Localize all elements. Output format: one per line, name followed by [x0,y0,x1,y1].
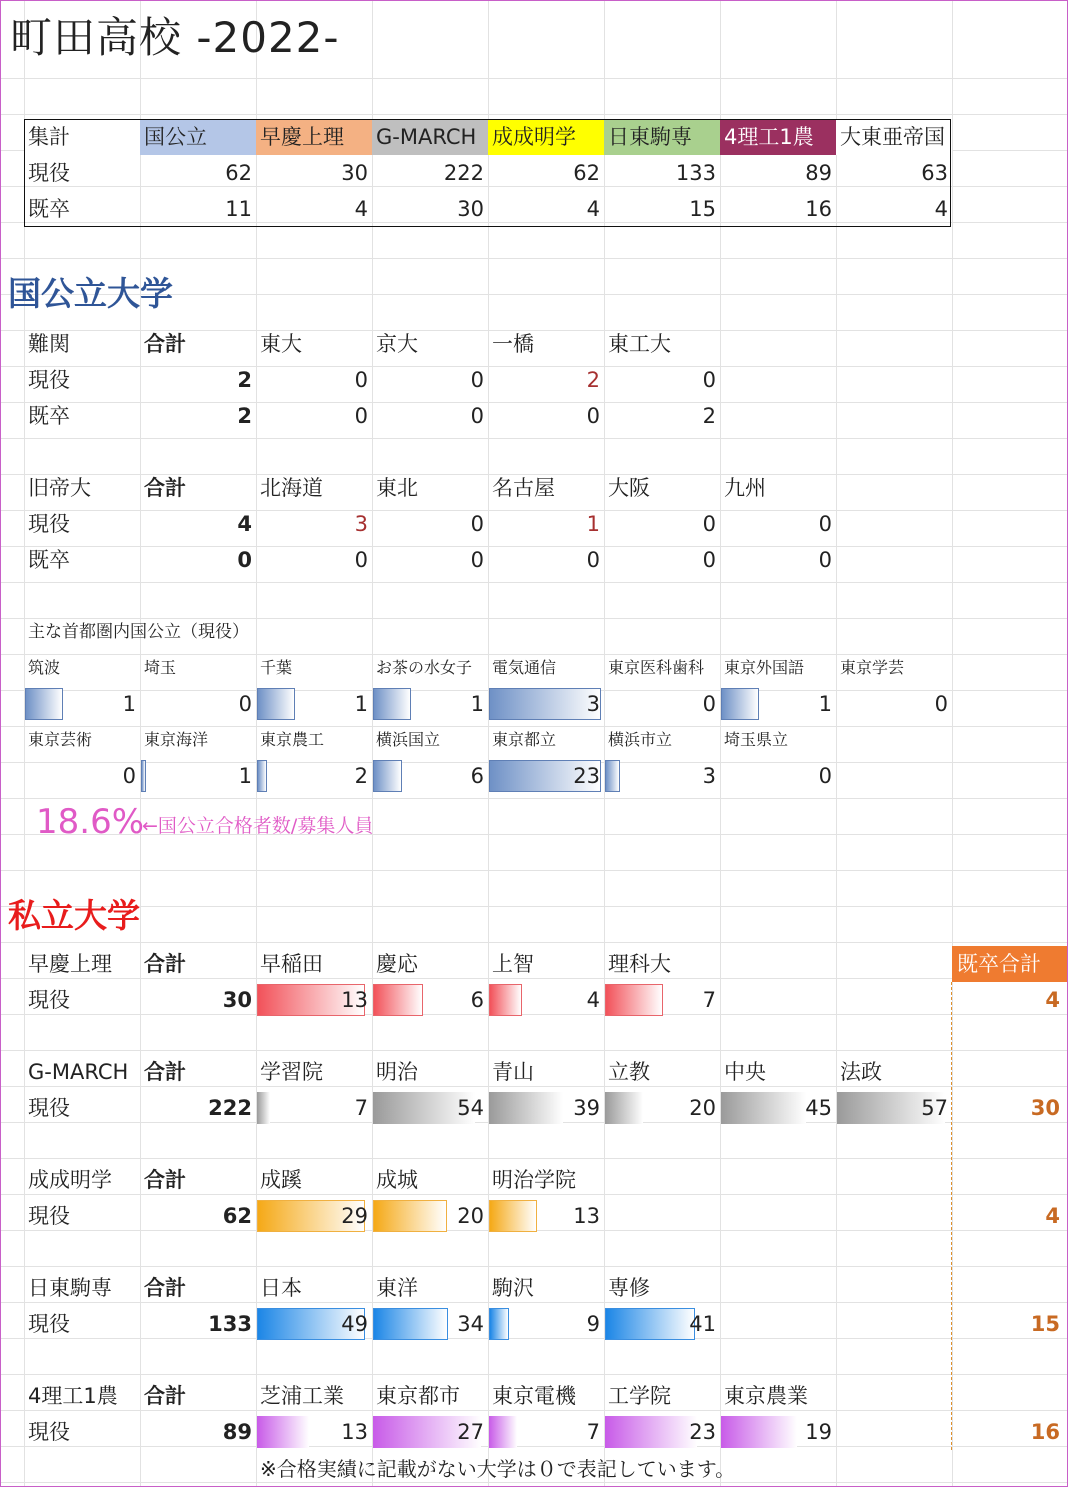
metro-value: 0 [702,692,716,716]
row-label: 現役 [28,512,70,536]
summary-header-cell: 4理工1農 [720,119,836,155]
school-name: 京大 [376,332,418,356]
school-value: 9 [586,1312,600,1336]
school-value: 0 [470,368,484,392]
school-name: 法政 [840,1060,882,1084]
total-value: 0 [237,548,252,572]
metro-value: 3 [702,764,716,788]
metro-value: 0 [122,764,136,788]
school-name: 成蹊 [260,1168,302,1192]
total-label: 合計 [144,1384,186,1408]
page-title: 町田高校 -2022- [10,13,340,62]
kisotsu-value: 4 [1045,1204,1060,1228]
national-heading: 国公立大学 [8,274,173,313]
metro-value: 1 [470,692,484,716]
row-label: 現役 [28,988,70,1012]
school-value: 23 [689,1420,716,1444]
school-name: 日本 [260,1276,302,1300]
group-name: 日東駒専 [28,1276,112,1300]
metro-school-name: 千葉 [260,658,293,677]
school-name: 東京都市 [376,1384,460,1408]
kisotsu-value: 16 [1030,1420,1060,1444]
metro-value: 2 [354,764,368,788]
total-value: 4 [237,512,252,536]
total-value: 89 [222,1420,252,1444]
summary-value: 222 [443,161,484,185]
total-label: 合計 [144,1060,186,1084]
school-name: 一橋 [492,332,534,356]
school-value: 0 [586,548,600,572]
school-value: 0 [818,512,832,536]
school-value: 49 [341,1312,368,1336]
school-name: 北海道 [260,476,323,500]
school-name: 東工大 [608,332,671,356]
summary-header-cell: 国公立 [140,119,256,155]
school-name: 理科大 [608,952,671,976]
private-heading: 私立大学 [8,896,140,935]
school-name: 東大 [260,332,302,356]
grid-hline [0,906,1068,907]
school-name: 名古屋 [492,476,555,500]
school-name: 中央 [724,1060,766,1084]
summary-value: 30 [341,161,368,185]
school-value: 0 [470,512,484,536]
summary-value: 4 [586,197,600,221]
school-name: 慶応 [376,952,418,976]
summary-value: 16 [805,197,832,221]
national-ratio-note: ←国公立合格者数/募集人員 [142,815,374,837]
summary-header-cell: 成成明学 [488,119,604,155]
metro-school-name: 東京学芸 [840,658,905,677]
summary-value: 11 [225,197,252,221]
metro-school-name: 東京都立 [492,730,557,749]
summary-value: 62 [225,161,252,185]
row-label: 既卒 [28,404,70,428]
summary-header-cell: 集計 [24,119,140,155]
row-label: 現役 [28,368,70,392]
school-value: 4 [586,988,600,1012]
school-name: 成城 [376,1168,418,1192]
school-value: 0 [470,548,484,572]
total-label: 合計 [144,1276,186,1300]
school-name: 九州 [724,476,766,500]
summary-header-cell: G-MARCH [372,119,488,155]
total-value: 2 [237,404,252,428]
row-label: 現役 [28,1312,70,1336]
school-name: 早稲田 [260,952,323,976]
school-value: 13 [341,988,368,1012]
summary-value: 63 [921,161,948,185]
summary-value: 30 [457,197,484,221]
group-name: 4理工1農 [28,1384,118,1408]
school-value: 27 [457,1420,484,1444]
row-label: 現役 [28,1096,70,1120]
school-value: 45 [805,1096,832,1120]
grid-hline [0,114,1068,115]
grid-hline [0,798,1068,799]
school-name: 青山 [492,1060,534,1084]
school-value: 0 [470,404,484,428]
summary-header-cell: 早慶上理 [256,119,372,155]
school-name: 東北 [376,476,418,500]
grid-vline [952,0,953,1487]
school-value: 0 [702,548,716,572]
grid-hline [0,582,1068,583]
school-name: 東京電機 [492,1384,576,1408]
metro-school-name: 埼玉 [144,658,177,677]
row-label: 現役 [28,1204,70,1228]
grid-hline [0,1158,1068,1159]
metro-value: 1 [818,692,832,716]
school-name: 大阪 [608,476,650,500]
school-value: 39 [573,1096,600,1120]
metro-value: 0 [238,692,252,716]
school-value: 0 [354,368,368,392]
summary-header-cell: 日東駒専 [604,119,720,155]
school-name: 工学院 [608,1384,671,1408]
metro-value: 6 [470,764,484,788]
metro-school-name: 横浜国立 [376,730,441,749]
school-name: 上智 [492,952,534,976]
summary-header-cell: 大東亜帝国 [836,119,952,155]
school-value: 0 [586,404,600,428]
total-label: 合計 [144,1168,186,1192]
grid-hline [0,1050,1068,1051]
school-value: 0 [354,404,368,428]
summary-row-label: 現役 [28,161,70,185]
metro-value: 0 [934,692,948,716]
metro-value: 1 [354,692,368,716]
total-label: 合計 [144,332,186,356]
summary-value: 89 [805,161,832,185]
total-label: 合計 [144,952,186,976]
school-value: 1 [586,512,600,536]
summary-value: 4 [934,197,948,221]
metro-value: 1 [238,764,252,788]
metro-school-name: 横浜市立 [608,730,673,749]
school-value: 20 [457,1204,484,1228]
metro-school-name: 東京外国語 [724,658,805,677]
school-value: 13 [573,1204,600,1228]
grid-hline [0,1374,1068,1375]
school-value: 0 [702,512,716,536]
total-value: 30 [222,988,252,1012]
school-value: 29 [341,1204,368,1228]
school-name: 駒沢 [492,1276,534,1300]
metro-school-name: 筑波 [28,658,61,677]
summary-value: 133 [675,161,716,185]
metro-school-name: 埼玉県立 [724,730,789,749]
grid-hline [0,78,1068,79]
group-name: 成成明学 [28,1168,112,1192]
total-value: 62 [222,1204,252,1228]
national-ratio: 18.6% [36,802,145,842]
school-value: 19 [805,1420,832,1444]
total-value: 133 [208,1312,252,1336]
school-value: 34 [457,1312,484,1336]
grid-hline [0,870,1068,871]
school-value: 7 [354,1096,368,1120]
school-value: 54 [457,1096,484,1120]
kisotsu-value: 30 [1030,1096,1060,1120]
school-value: 0 [702,368,716,392]
total-label: 合計 [144,476,186,500]
metro-school-name: お茶の水女子 [376,658,473,677]
metro-value: 3 [586,692,600,716]
row-label: 既卒 [28,548,70,572]
school-value: 7 [586,1420,600,1444]
school-value: 0 [818,548,832,572]
school-value: 13 [341,1420,368,1444]
group-name: 早慶上理 [28,952,112,976]
school-value: 0 [354,548,368,572]
grid-hline [0,438,1068,439]
metro-school-name: 電気通信 [492,658,557,677]
metro-school-name: 東京医科歯科 [608,658,705,677]
school-value: 2 [702,404,716,428]
row-label: 現役 [28,1420,70,1444]
group-name: G-MARCH [28,1060,129,1084]
school-value: 41 [689,1312,716,1336]
grid-hline [0,1266,1068,1267]
metro-value: 23 [573,764,600,788]
metro-school-name: 東京農工 [260,730,325,749]
summary-value: 62 [573,161,600,185]
school-value: 3 [354,512,368,536]
school-value: 6 [470,988,484,1012]
school-value: 20 [689,1096,716,1120]
school-value: 2 [586,368,600,392]
summary-row-label: 既卒 [28,197,70,221]
metro-title: 主な首都圏内国公立（現役） [28,622,249,642]
school-name: 芝浦工業 [260,1384,344,1408]
total-value: 222 [208,1096,252,1120]
metro-school-name: 東京海洋 [144,730,209,749]
kisotsu-value: 4 [1045,988,1060,1012]
total-value: 2 [237,368,252,392]
school-name: 立教 [608,1060,650,1084]
metro-school-name: 東京芸術 [28,730,93,749]
table-group-label: 難関 [28,332,70,356]
metro-value: 1 [122,692,136,716]
kisotsu-value: 15 [1030,1312,1060,1336]
school-name: 学習院 [260,1060,323,1084]
school-name: 明治学院 [492,1168,576,1192]
grid-hline [0,258,1068,259]
school-value: 7 [702,988,716,1012]
school-name: 東洋 [376,1276,418,1300]
kisotsu-header: 既卒合計 [957,952,1041,976]
school-name: 明治 [376,1060,418,1084]
table-group-label: 旧帝大 [28,476,91,500]
summary-value: 4 [354,197,368,221]
school-name: 専修 [608,1276,650,1300]
summary-value: 15 [689,197,716,221]
footnote: ※合格実績に記載がない大学は０で表記しています。 [260,1457,736,1481]
metro-value: 0 [818,764,832,788]
school-value: 57 [921,1096,948,1120]
school-name: 東京農業 [724,1384,808,1408]
grid-hline [0,942,1068,943]
